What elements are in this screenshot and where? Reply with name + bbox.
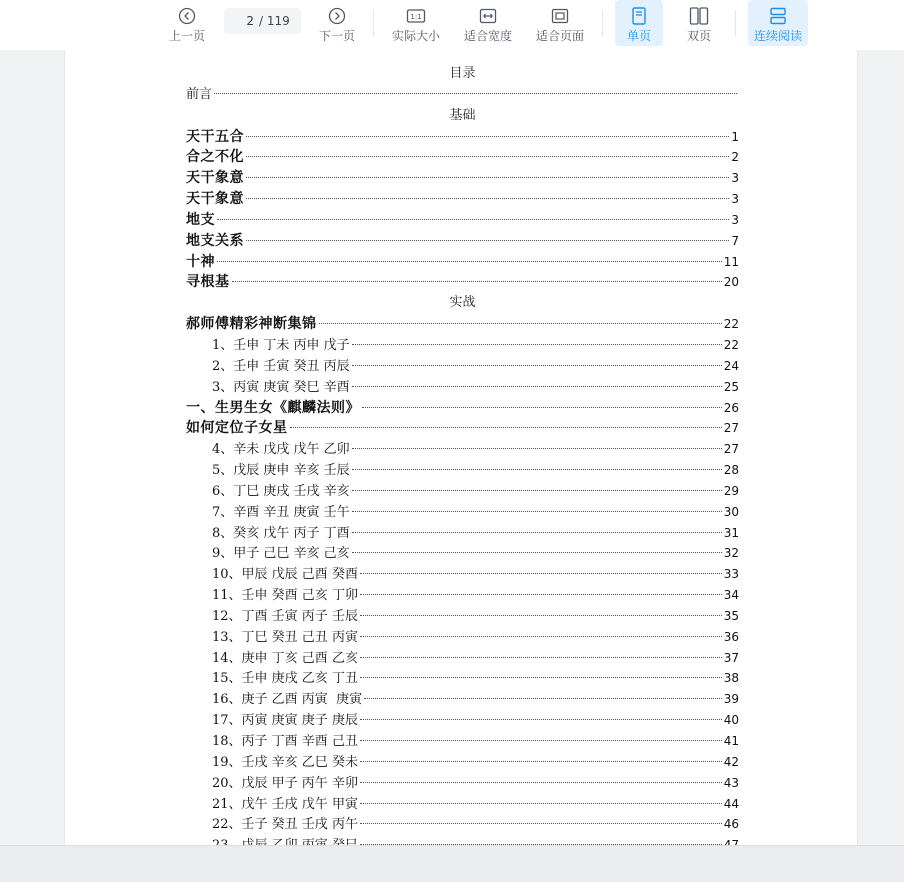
double-page-button[interactable] xyxy=(675,0,723,46)
leader-dots xyxy=(360,740,722,741)
leader-dots xyxy=(362,407,722,408)
toc-entry-text: 郝师傅精彩神断集锦 xyxy=(186,316,317,333)
leader-dots xyxy=(352,386,722,387)
toc-entry-text: 9、甲子 己巳 辛亥 己亥 xyxy=(212,546,350,562)
toc-entry[interactable] xyxy=(186,794,739,815)
toc-entry-text: 22、壬子 癸丑 壬戌 丙午 xyxy=(212,817,358,833)
toc-entry-page: 7 xyxy=(731,233,739,248)
toc-entry-text: 21、戊午 壬戌 戊午 甲寅 xyxy=(212,796,358,812)
toc-entry-text: 12、丁酉 壬寅 丙子 壬辰 xyxy=(212,608,358,624)
actual-size-icon xyxy=(406,4,426,28)
toc-entry-page: 37 xyxy=(723,650,739,665)
leader-dots xyxy=(217,261,722,262)
toc-entry-page: 27 xyxy=(723,442,739,457)
leader-dots xyxy=(360,761,722,762)
toc-entry[interactable] xyxy=(186,398,739,419)
leader-dots xyxy=(352,511,722,512)
leader-dots xyxy=(352,552,722,553)
leader-dots xyxy=(214,93,737,94)
document-page xyxy=(64,50,858,845)
leader-dots xyxy=(360,573,722,574)
double-page-icon xyxy=(689,4,709,28)
next-page-label: 下一页 xyxy=(318,29,355,43)
toc-entry[interactable] xyxy=(186,377,739,398)
toc-entry[interactable] xyxy=(186,460,739,481)
toc-entry-page: 3 xyxy=(731,192,739,207)
toc-entry-page: 11 xyxy=(723,254,739,269)
toc-entry[interactable] xyxy=(186,564,739,585)
leader-dots xyxy=(352,490,722,491)
toc-entry[interactable] xyxy=(186,543,739,564)
toc-entry[interactable] xyxy=(186,585,739,606)
continuous-reading-button[interactable] xyxy=(748,0,808,46)
toc-entry-page: 32 xyxy=(723,546,739,561)
toc-entry-text: 地支关系 xyxy=(186,232,244,249)
toc-entry-page: 35 xyxy=(723,608,739,623)
actual-size-button[interactable] xyxy=(388,0,444,46)
toc-entry[interactable] xyxy=(186,231,739,252)
toc-entry[interactable] xyxy=(186,689,739,710)
toc-entry-page: 3 xyxy=(731,171,739,186)
toc-entry-text: 如何定位子女星 xyxy=(186,420,288,437)
toc-entry-page: 44 xyxy=(723,796,739,811)
toc-entry[interactable] xyxy=(186,168,739,189)
toc-entry-text: 5、戊辰 庚申 辛亥 壬辰 xyxy=(212,463,350,479)
continuous-reading-icon xyxy=(769,4,787,28)
document-viewport[interactable] xyxy=(0,50,904,845)
toc-entry-page: 43 xyxy=(723,775,739,790)
toc-entry-page: 22 xyxy=(723,317,739,332)
toc-entry-text: 10、甲辰 戊辰 己酉 癸酉 xyxy=(212,567,358,583)
toc-entry-page: 34 xyxy=(723,588,739,603)
double-page-label: 双页 xyxy=(686,29,711,43)
toc-entry-text: 4、辛未 戊戌 戊午 乙卯 xyxy=(212,442,350,458)
toc-entry[interactable] xyxy=(186,731,739,752)
toc-entry[interactable] xyxy=(186,252,739,273)
next-page-button[interactable] xyxy=(313,0,361,46)
leader-dots xyxy=(246,177,729,178)
toc-entry-page: 2 xyxy=(731,150,739,165)
toc-entry-text: 11、壬申 癸酉 己亥 丁卯 xyxy=(212,588,358,604)
fit-width-label: 适合宽度 xyxy=(463,29,512,43)
leader-dots xyxy=(360,636,722,637)
leader-dots xyxy=(360,594,722,595)
toc-entry-page: 38 xyxy=(723,671,739,686)
toc-entry[interactable] xyxy=(186,752,739,773)
leader-dots xyxy=(319,323,722,324)
leader-dots xyxy=(232,281,722,282)
toc-entry-text: 8、癸亥 戊午 丙子 丁酉 xyxy=(212,525,350,541)
toc-entry-text: 1、壬申 丁未 丙申 戊子 xyxy=(212,337,350,353)
toc-entry-page: 41 xyxy=(723,734,739,748)
toc-entry-text: 3、丙寅 庚寅 癸巳 辛酉 xyxy=(212,379,350,395)
toc-entry-page: 26 xyxy=(723,400,739,415)
toc-entry-text: 18、丙子 丁酉 辛酉 己丑 xyxy=(212,734,358,749)
leader-dots xyxy=(352,448,722,449)
toc-entry[interactable] xyxy=(186,127,739,148)
toc-entry-page: 27 xyxy=(723,421,739,436)
toc-entry[interactable] xyxy=(186,356,739,377)
toc-entry-text: 19、壬戌 辛亥 乙巳 癸未 xyxy=(212,754,358,770)
toc-entry[interactable] xyxy=(186,627,739,648)
current-page-input[interactable]: 2 xyxy=(246,14,254,28)
continuous-reading-label: 连续阅读 xyxy=(753,29,802,43)
toc-entry-text: 2、壬申 壬寅 癸丑 丙辰 xyxy=(212,358,350,374)
divider xyxy=(602,10,603,36)
toc-entry-page: 40 xyxy=(723,713,739,728)
toc-entry[interactable] xyxy=(186,147,739,168)
toc-entry-page: 20 xyxy=(723,275,739,290)
toc-entry-text: 6、丁巳 庚戌 壬戌 辛亥 xyxy=(212,483,350,499)
toc-entry-page: 39 xyxy=(723,692,739,707)
toc-entry[interactable] xyxy=(186,210,739,231)
toc-practice-list xyxy=(186,314,739,856)
prev-page-button[interactable] xyxy=(163,0,211,46)
leader-dots xyxy=(217,219,729,220)
toc-entry-text: 天干五合 xyxy=(186,128,244,145)
toc-entry-text: 20、戊辰 甲子 丙午 辛卯 xyxy=(212,775,358,791)
single-page-icon xyxy=(631,4,647,28)
single-page-button[interactable] xyxy=(615,0,663,46)
leader-dots xyxy=(360,782,722,783)
leader-dots xyxy=(290,427,722,428)
toc-entry[interactable] xyxy=(186,773,739,794)
leader-dots xyxy=(246,136,729,137)
toc-entry-page: 3 xyxy=(731,212,739,227)
leader-dots xyxy=(360,823,722,824)
leader-dots xyxy=(364,698,722,699)
leader-dots xyxy=(246,156,729,157)
toc-entry-text: 17、丙寅 庚寅 庚子 庚辰 xyxy=(212,713,358,729)
toc-entry-text: 寻根基 xyxy=(186,274,230,291)
toc-entry-text: 16、庚子 乙酉 丙寅 庚寅 xyxy=(212,692,363,708)
toc-entry-page: 30 xyxy=(723,504,739,519)
divider xyxy=(373,10,374,36)
toc-entry-page: 36 xyxy=(723,629,739,644)
fit-page-icon xyxy=(551,4,569,28)
toc-basics-list xyxy=(186,127,739,294)
fit-page-button[interactable] xyxy=(532,0,588,46)
toc-entry[interactable] xyxy=(186,648,739,669)
toc-entry[interactable] xyxy=(186,481,739,502)
toc-entry-page: 42 xyxy=(723,754,739,769)
fit-page-label: 适合页面 xyxy=(535,29,584,43)
leader-dots xyxy=(352,344,722,345)
toc-title: 目录 xyxy=(449,66,476,81)
page-number-field[interactable] xyxy=(224,8,301,34)
toc-entry[interactable] xyxy=(186,335,739,356)
single-page-label: 单页 xyxy=(626,29,651,43)
toc-entry-text: 14、庚申 丁亥 己酉 乙亥 xyxy=(212,650,358,666)
status-bar xyxy=(0,845,904,882)
leader-dots xyxy=(352,365,722,366)
toc-entry-text: 一、生男生女《麒麟法则》 xyxy=(186,399,360,416)
prev-page-label: 上一页 xyxy=(168,29,205,43)
toc-entry-text: 天干象意 xyxy=(186,170,244,187)
toc-entry[interactable] xyxy=(186,710,739,731)
leader-dots xyxy=(360,719,722,720)
total-pages: / 119 xyxy=(259,14,290,28)
chevron-right-circle-icon xyxy=(328,4,346,28)
toc-entry-page: 46 xyxy=(723,817,739,832)
toc-entry-text: 十神 xyxy=(186,253,215,270)
toc-entry[interactable] xyxy=(186,502,739,523)
toc-entry-text: 前言 xyxy=(186,86,213,102)
leader-dots xyxy=(360,803,722,804)
toc-entry[interactable] xyxy=(186,189,739,210)
toc-entry[interactable] xyxy=(186,606,739,627)
leader-dots xyxy=(360,657,722,658)
toc-entry-page: 1 xyxy=(731,129,739,144)
divider xyxy=(735,10,736,36)
leader-dots xyxy=(352,469,722,470)
toc-entry-page: 25 xyxy=(723,379,739,394)
toc-entry[interactable] xyxy=(186,272,739,293)
toc-entry-preface[interactable] xyxy=(186,85,739,106)
toc-entry-text: 天干象意 xyxy=(186,191,244,208)
leader-dots xyxy=(360,677,722,678)
toc-entry-text: 地支 xyxy=(186,211,215,228)
toc-entry[interactable] xyxy=(186,314,739,335)
toc-entry[interactable] xyxy=(186,418,739,439)
toc-entry-page: 29 xyxy=(723,483,739,498)
toc-entry-text: 7、辛酉 辛丑 庚寅 壬午 xyxy=(212,504,350,520)
leader-dots xyxy=(246,198,729,199)
toc-entry-page: 33 xyxy=(723,567,739,582)
table-of-contents xyxy=(186,64,739,856)
leader-dots xyxy=(246,240,729,241)
toc-entry[interactable] xyxy=(186,668,739,689)
toc-entry-page: 31 xyxy=(723,525,739,540)
chevron-left-circle-icon xyxy=(178,4,196,28)
leader-dots xyxy=(360,615,722,616)
toc-entry[interactable] xyxy=(186,814,739,835)
viewer-toolbar xyxy=(0,0,904,50)
toc-entry-page: 24 xyxy=(723,358,739,373)
actual-size-label: 实际大小 xyxy=(391,29,440,43)
fit-width-button[interactable] xyxy=(460,0,516,46)
toc-entry-page: 22 xyxy=(723,337,739,352)
fit-width-icon xyxy=(479,4,497,28)
toc-entry-text: 合之不化 xyxy=(186,149,244,166)
leader-dots xyxy=(352,532,722,533)
toc-section-practice: 实战 xyxy=(449,295,476,311)
toc-entry-text: 13、丁巳 癸丑 己丑 丙寅 xyxy=(212,629,358,645)
toc-entry-page: 28 xyxy=(723,463,739,478)
toc-section-basics: 基础 xyxy=(449,107,476,123)
toc-entry[interactable] xyxy=(186,523,739,544)
svg-text:1:1: 1:1 xyxy=(410,13,422,21)
toc-entry[interactable] xyxy=(186,439,739,460)
toc-entry-text: 15、壬申 庚戌 乙亥 丁丑 xyxy=(212,671,358,687)
